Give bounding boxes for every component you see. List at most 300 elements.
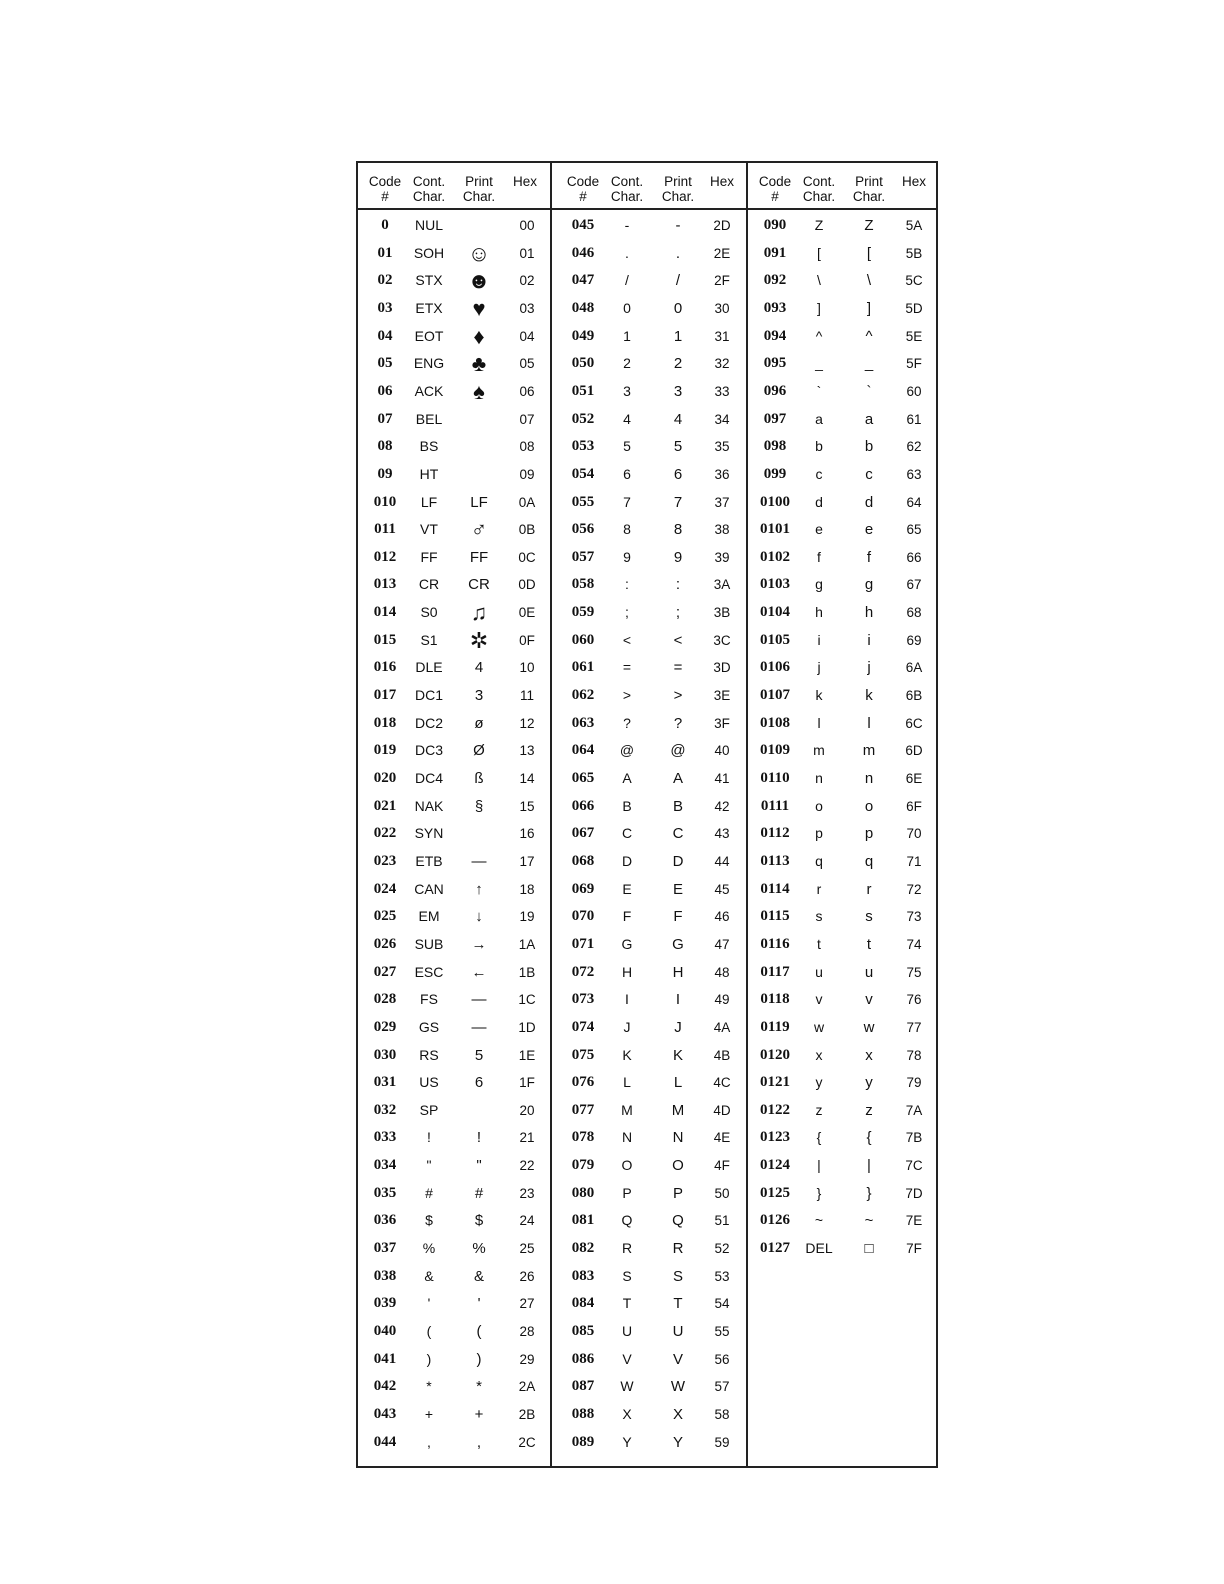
code-number: 068 (571, 852, 595, 869)
print-char (456, 212, 502, 240)
table-row (550, 903, 746, 931)
control-char: E (622, 880, 632, 897)
hex-value: 6A (905, 660, 923, 676)
control-char: CAN (414, 880, 444, 897)
table-row (550, 765, 746, 793)
code-number: 060 (571, 631, 595, 648)
code-number: 023 (373, 852, 397, 869)
print-char: ♣ (471, 351, 487, 377)
hex-value: 07 (519, 411, 535, 427)
control-char: W (620, 1378, 634, 1395)
control-char: DC1 (414, 687, 443, 704)
code-number: 063 (571, 714, 595, 731)
hex-value: 4C (713, 1075, 731, 1091)
control-char: FF (420, 548, 438, 565)
control-char: LF (420, 493, 438, 510)
hex-value: 7F (906, 1241, 922, 1257)
control-char: ? (623, 714, 631, 731)
table-row (746, 1014, 936, 1042)
print-char: C (672, 825, 684, 843)
code-number: 099 (763, 465, 787, 482)
hex-value: 73 (906, 909, 922, 925)
table-row (550, 986, 746, 1014)
hex-value: 19 (519, 909, 535, 925)
code-number: 04 (377, 327, 393, 344)
table-row (746, 599, 936, 627)
control-char: v (815, 991, 823, 1008)
code-number: 055 (571, 493, 595, 510)
code-number: 0124 (760, 1157, 790, 1174)
hex-value: 26 (519, 1268, 535, 1284)
print-char: ✲ (469, 627, 489, 653)
control-char: ] (817, 299, 821, 316)
table-row (746, 267, 936, 295)
print-char: ♥ (472, 295, 486, 321)
control-char: C (621, 825, 633, 842)
control-char: P (622, 1184, 632, 1201)
table-row (358, 1235, 550, 1263)
table-row (746, 1042, 936, 1070)
code-number: 0 (381, 217, 389, 233)
print-char: ) (476, 1350, 482, 1368)
hex-value: 37 (714, 494, 730, 510)
code-number: 0121 (760, 1074, 790, 1091)
control-char: / (625, 272, 629, 289)
control-char: STX (415, 272, 443, 289)
control-char: EOT (414, 327, 444, 344)
code-number: 016 (373, 659, 397, 676)
hex-value: 3E (713, 688, 731, 704)
hex-value: 7E (905, 1213, 923, 1229)
print-char: ` (866, 382, 872, 400)
control-char: b (815, 438, 823, 455)
print-char: v (865, 991, 873, 1009)
print-char: X (672, 1405, 683, 1423)
code-number: 034 (373, 1157, 397, 1174)
print-char: H (672, 963, 684, 981)
control-char: a (815, 410, 823, 427)
print-char: ] (866, 299, 872, 317)
print-char: i (867, 631, 871, 649)
print-char: → (471, 935, 487, 953)
control-char: NAK (414, 797, 444, 814)
table-panel-3 (746, 163, 936, 1466)
code-number: 0125 (760, 1184, 790, 1201)
table-row (550, 654, 746, 682)
control-char: y (815, 1074, 823, 1091)
control-char: . (625, 244, 629, 261)
hex-value: 24 (519, 1213, 535, 1229)
control-char: B (622, 797, 632, 814)
table-row (358, 1263, 550, 1291)
hex-value: 7D (905, 1185, 923, 1201)
code-number: 080 (571, 1184, 595, 1201)
print-char: u (864, 963, 874, 981)
table-row (358, 627, 550, 655)
print-char: 3 (673, 382, 683, 400)
code-number: 0104 (760, 604, 790, 621)
code-number: 022 (373, 825, 397, 842)
code-number: 019 (373, 742, 397, 759)
hex-value: 0E (518, 605, 536, 621)
hex-value: 6D (905, 743, 923, 759)
print-char: 6 (673, 465, 683, 483)
table-row (358, 1290, 550, 1318)
control-char: n (815, 770, 823, 786)
control-char: e (815, 521, 823, 538)
control-char: V (622, 1350, 632, 1367)
print-char: * (476, 1378, 482, 1396)
print-char: , (476, 1433, 482, 1451)
header-code: Code # (566, 174, 600, 204)
hex-value: 4B (713, 1047, 731, 1063)
hex-value: 06 (519, 383, 535, 399)
table-row (550, 1042, 746, 1070)
control-char: @ (619, 742, 635, 759)
control-char: + (424, 1405, 434, 1422)
table-row (746, 323, 936, 351)
control-char: d (815, 493, 823, 510)
code-number: 065 (571, 770, 595, 786)
hex-value: 35 (714, 439, 730, 455)
print-char: ↓ (475, 908, 483, 926)
table-row (550, 378, 746, 406)
code-number: 0111 (760, 797, 790, 814)
print-char: ♠ (473, 378, 485, 404)
print-char (456, 1097, 502, 1125)
table-row (550, 571, 746, 599)
code-number: 0115 (760, 908, 790, 925)
print-char: 8 (673, 521, 683, 539)
table-row (746, 240, 936, 268)
hex-value: 51 (714, 1213, 730, 1229)
hex-value: 66 (906, 549, 922, 565)
code-number: 015 (373, 631, 397, 648)
control-char: H (621, 963, 633, 980)
print-char: ' (477, 1295, 481, 1313)
hex-value: 25 (519, 1241, 535, 1257)
table-row (550, 599, 746, 627)
code-number: 0109 (760, 742, 790, 759)
code-number: 072 (571, 963, 595, 980)
code-number: 010 (373, 493, 397, 510)
table-row (358, 516, 550, 544)
table-row (550, 876, 746, 904)
print-char: ß (474, 770, 484, 787)
hex-value: 15 (519, 798, 535, 814)
table-panel-1 (358, 163, 552, 1466)
table-row (746, 793, 936, 821)
table-row (550, 1097, 746, 1125)
control-char: c (815, 465, 823, 482)
hex-value: 0B (518, 522, 536, 538)
code-number: 079 (571, 1157, 595, 1174)
table-row (746, 682, 936, 710)
hex-value: 56 (714, 1351, 730, 1367)
table-row (746, 931, 936, 959)
control-char: 6 (623, 465, 631, 482)
table-row (746, 1124, 936, 1152)
control-char: HT (419, 465, 439, 482)
code-number: 048 (571, 299, 595, 316)
print-char: g (864, 576, 874, 594)
control-char: 3 (623, 382, 631, 399)
print-char: U (672, 1323, 684, 1340)
table-row (550, 1290, 746, 1318)
hex-value: 2D (713, 218, 731, 233)
control-char: 9 (623, 548, 631, 565)
hex-value: 33 (714, 383, 730, 399)
code-number: 044 (373, 1433, 397, 1450)
print-char: % (472, 1240, 486, 1258)
control-char: ( (426, 1323, 432, 1339)
print-char: D (672, 852, 684, 870)
hex-value: 70 (906, 826, 922, 842)
print-char: ← (471, 963, 487, 981)
table-row (550, 793, 746, 821)
code-number: 056 (571, 521, 595, 538)
code-number: 036 (373, 1212, 397, 1229)
control-char: * (426, 1378, 432, 1395)
hex-value: 77 (906, 1019, 922, 1035)
code-number: 097 (763, 410, 787, 427)
table-row (358, 433, 550, 461)
print-char: < (673, 631, 683, 649)
control-char: < (622, 631, 632, 648)
table-row (358, 544, 550, 572)
table-row (550, 959, 746, 987)
control-char: j (817, 659, 821, 676)
table-row (358, 1069, 550, 1097)
table-row (746, 959, 936, 987)
print-char: z (865, 1101, 873, 1119)
header-print-char: Print Char. (462, 174, 496, 204)
print-char: l (867, 714, 871, 732)
code-number: 047 (571, 272, 595, 289)
code-number: 021 (373, 797, 397, 814)
header-hex: Hex (709, 174, 734, 189)
code-number: 0126 (760, 1212, 790, 1229)
table-row (746, 350, 936, 378)
print-char: Q (672, 1212, 684, 1230)
table-row (550, 323, 746, 351)
code-number: 05 (377, 355, 393, 372)
control-char: ! (427, 1129, 431, 1146)
table-header (358, 163, 550, 210)
hex-value: 18 (519, 881, 535, 897)
table-row (550, 516, 746, 544)
code-number: 075 (571, 1046, 595, 1063)
hex-value: 09 (519, 466, 535, 482)
table-row (550, 848, 746, 876)
table-row (550, 1263, 746, 1291)
code-number: 07 (377, 410, 393, 427)
control-char: CR (418, 576, 440, 593)
table-row (550, 1014, 746, 1042)
print-char: □ (864, 1240, 874, 1258)
control-char: ) (426, 1350, 432, 1367)
control-char: R (621, 1240, 633, 1257)
control-char: K (622, 1046, 632, 1063)
code-number: 089 (571, 1433, 595, 1450)
print-char: s (865, 908, 873, 926)
print-char: K (672, 1046, 683, 1064)
code-number: 094 (763, 327, 787, 344)
table-row (746, 710, 936, 738)
table-row (550, 1346, 746, 1374)
hex-value: 38 (714, 522, 730, 538)
print-char: > (673, 687, 683, 705)
control-char: , (427, 1433, 431, 1450)
control-char: ~ (814, 1212, 824, 1229)
code-number: 035 (373, 1184, 397, 1201)
control-char: q (815, 852, 823, 869)
print-char: B (672, 797, 683, 815)
table-row (358, 406, 550, 434)
print-char: 6 (474, 1074, 484, 1092)
hex-value: 2A (518, 1379, 536, 1395)
code-number: 0110 (760, 770, 790, 786)
code-number: 0108 (760, 714, 790, 731)
control-char: S0 (420, 604, 438, 621)
control-char: NUL (414, 217, 443, 233)
code-number: 06 (377, 382, 393, 399)
code-number: 029 (373, 1018, 397, 1035)
hex-value: 3F (714, 715, 730, 731)
print-char: q (864, 852, 874, 870)
print-char: e (864, 521, 874, 539)
print-char: . (675, 244, 681, 262)
hex-value: 52 (714, 1241, 730, 1257)
hex-value: 0D (518, 577, 536, 593)
print-char: ☺ (467, 240, 491, 266)
print-char: @ (670, 742, 686, 760)
hex-value: 0F (519, 632, 535, 648)
hex-value: 1B (518, 964, 536, 980)
code-number: 03 (377, 299, 393, 316)
hex-value: 16 (519, 826, 535, 842)
table-row (358, 571, 550, 599)
table-row (550, 1373, 746, 1401)
print-char: FF (469, 548, 489, 566)
print-char: — (471, 852, 487, 870)
table-row (358, 654, 550, 682)
control-char: Y (622, 1433, 632, 1450)
hex-value: 63 (906, 466, 922, 482)
print-char: J (674, 1018, 682, 1036)
control-char: ' (427, 1295, 431, 1312)
control-char: " (426, 1157, 432, 1174)
table-row (550, 1318, 746, 1346)
print-char: c (865, 465, 873, 483)
control-char: 0 (623, 299, 631, 316)
hex-value: 78 (906, 1047, 922, 1063)
table-row (746, 1097, 936, 1125)
table-row (550, 1152, 746, 1180)
hex-value: 76 (906, 992, 922, 1008)
table-row (358, 876, 550, 904)
code-number: 026 (373, 935, 397, 952)
control-char: S1 (420, 631, 438, 648)
print-char: N (672, 1129, 684, 1147)
table-row (358, 1097, 550, 1125)
hex-value: 23 (519, 1185, 535, 1201)
table-row (550, 710, 746, 738)
table-panel-2 (550, 163, 748, 1466)
code-number: 084 (571, 1295, 595, 1312)
print-char: A (672, 770, 683, 787)
table-row (746, 378, 936, 406)
table-row (746, 627, 936, 655)
hex-value: 75 (906, 964, 922, 980)
code-number: 039 (373, 1295, 397, 1312)
hex-value: 00 (519, 218, 535, 233)
print-char: h (864, 604, 874, 622)
print-char: R (672, 1240, 684, 1258)
table-row (746, 1207, 936, 1235)
print-char: \ (866, 272, 872, 290)
hex-value: 62 (906, 439, 922, 455)
print-char: E (672, 880, 683, 898)
code-number: 0102 (760, 548, 790, 565)
table-row (358, 378, 550, 406)
control-char: SUB (414, 935, 444, 952)
print-char: w (863, 1018, 875, 1036)
hex-value: 6E (905, 771, 923, 786)
print-char: r (866, 880, 872, 898)
code-number: 088 (571, 1405, 595, 1422)
print-char: [ (866, 244, 872, 262)
code-number: 030 (373, 1046, 397, 1063)
hex-value: 49 (714, 992, 730, 1008)
print-char: ~ (864, 1212, 874, 1230)
code-number: 0103 (760, 576, 790, 593)
table-row (550, 489, 746, 517)
code-number: 037 (373, 1240, 397, 1257)
hex-value: 1A (518, 936, 536, 952)
table-row (746, 1235, 936, 1263)
print-char: " (476, 1157, 482, 1175)
print-char: T (673, 1295, 683, 1313)
print-char: _ (864, 355, 874, 373)
hex-value: 4F (714, 1158, 730, 1174)
code-number: 073 (571, 991, 595, 1008)
code-number: 042 (373, 1378, 397, 1395)
table-row (746, 737, 936, 765)
hex-value: 60 (906, 383, 922, 399)
hex-value: 55 (714, 1324, 730, 1339)
table-row (358, 1318, 550, 1346)
print-char: ( (476, 1323, 482, 1340)
print-char: ↑ (475, 880, 483, 898)
code-number: 050 (571, 355, 595, 372)
code-number: 0100 (760, 493, 790, 510)
hex-value: 5C (905, 273, 923, 289)
table-row (550, 820, 746, 848)
control-char: BS (419, 438, 439, 455)
ascii-code-table (356, 161, 938, 1468)
control-char: U (621, 1323, 633, 1339)
control-char: 5 (623, 438, 631, 455)
hex-value: 1C (518, 992, 536, 1008)
code-number: 0123 (760, 1129, 790, 1146)
hex-value: 27 (519, 1296, 535, 1312)
print-char: 4 (673, 410, 683, 428)
table-row (746, 986, 936, 1014)
code-number: 049 (571, 327, 595, 344)
hex-value: 6C (905, 715, 923, 731)
hex-value: 04 (519, 328, 535, 344)
